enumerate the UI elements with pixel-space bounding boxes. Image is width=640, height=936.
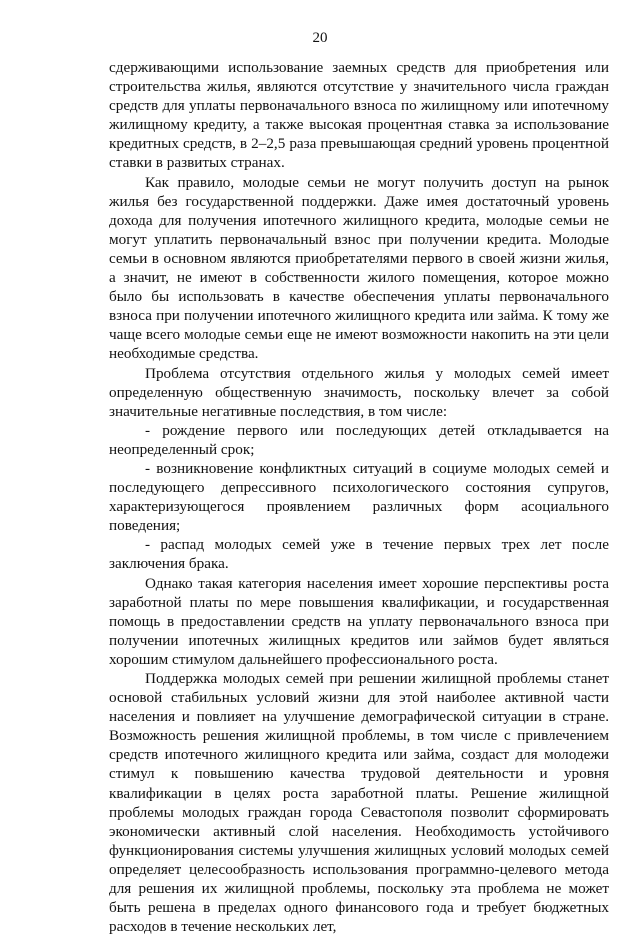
list-item-family-breakdown: - распад молодых семей уже в течение первых трех лет после заключения брака. bbox=[109, 536, 609, 573]
paragraph-problem-significance: Проблема отсутствия отдельного жилья у молодых семей имеет определенную общественную значимость, поскольку влечет за собой значительные негативные последствия, в том числе: bbox=[109, 364, 609, 420]
paragraph-continuation: сдерживающими использование заемных средств для приобретения или строительства жилья, являются отсутствие у значительного числа граждан средств для уплаты первоначального взноса по жилищному или ипотечному жилищному кредиту, а также высокая процентная ставка за использование кредитных средств, в 2–2,5 раза превышающая средний уровень процентной ставки в развитых странах. bbox=[109, 59, 609, 172]
paragraph-support-program: Поддержка молодых семей при решении жилищной проблемы станет основой стабильных условий жизни для этой наиболее активной части населения и повлияет на улучшение демографической ситуации в стране. Возможность решения жилищной проблемы, в том числе с привлечением средств ипотечного жилищного кредита или займа, создаст для молодежи стимул к повышению качества трудовой деятельности и уровня квалификации в целях роста заработной платы. Решение жилищной проблемы молодых граждан города Севастополя позволит сформировать экономически активный слой населения. Необходимость устойчивого функционирования системы улучшения жилищных условий молодых семей определяет целесообразность использования программно-целевого метода для решения их жилищной проблемы, поскольку эта проблема не может быть решена в пределах одного финансового года и требует бюджетных расходов в течение нескольких лет, bbox=[109, 670, 609, 936]
document-body bbox=[109, 58, 609, 936]
list-item-birth-postponed: - рождение первого или последующих детей откладывается на неопределенный срок; bbox=[109, 421, 609, 458]
paragraph-growth-prospects: Однако такая категория населения имеет хорошие перспективы роста заработной платы по мере повышения квалификации, и государственная помощь в предоставлении средств на уплату первоначального взноса при получении ипотечных жилищных кредитов или займов будет являться хорошим стимулом дальнейшего профессионального роста. bbox=[109, 574, 609, 668]
list-item-conflict-situations: - возникновение конфликтных ситуаций в социуме молодых семей и последующего депрессивного психологического состояния супругов, характеризующегося проявлением различных форм асоциального поведения; bbox=[109, 459, 609, 535]
paragraph-young-families-access: Как правило, молодые семьи не могут получить доступ на рынок жилья без государственной поддержки. Даже имея достаточный уровень дохода для получения ипотечного жилищного кредита, молодые семьи не могут уплатить первоначальный взнос при получении кредита. Молодые семьи в основном являются приобретателями первого в своей жизни жилья, а значит, не имеют в собственности жилого помещения, которое можно было бы использовать в качестве обеспечения уплаты первоначального взноса при получении ипотечного жилищного кредита или займа. К тому же чаще всего молодые семьи еще не имеют возможности накопить на эти цели необходимые средства. bbox=[109, 173, 609, 363]
page-number: 20 bbox=[312, 30, 328, 46]
